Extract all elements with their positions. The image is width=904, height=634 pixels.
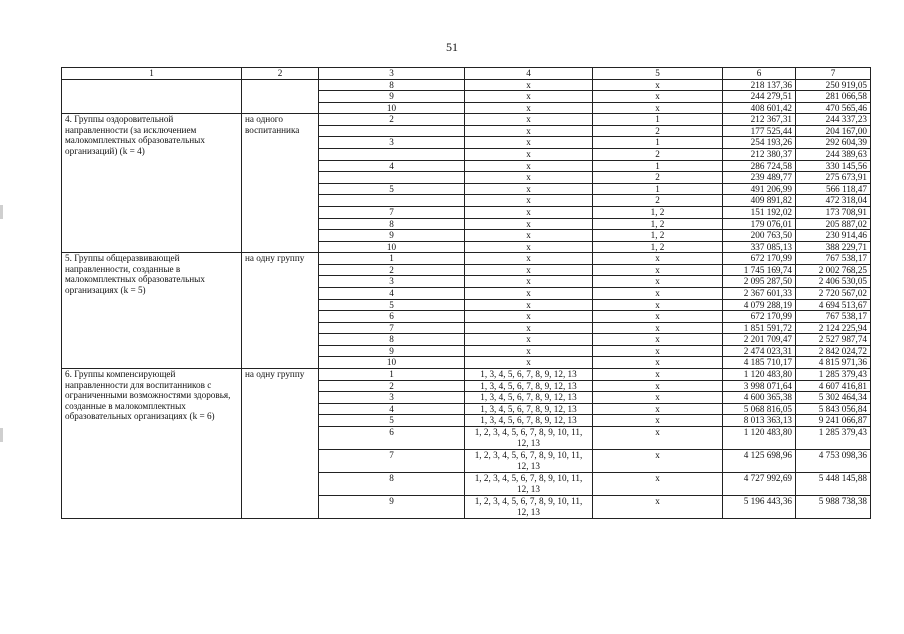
col3-cell: 9 [319,345,465,357]
col5-cell: x [593,91,723,103]
column-header: 2 [242,68,319,80]
col5-cell: 1 [593,160,723,172]
col7-cell: 204 167,00 [796,125,871,137]
col3-cell: 8 [319,472,465,495]
col6-cell: 4 079 288,19 [723,299,796,311]
col3-cell: 8 [319,334,465,346]
col6-cell: 151 192,02 [723,206,796,218]
col4-cell: x [465,195,593,207]
col5-cell: x [593,102,723,114]
col6-cell: 409 891,82 [723,195,796,207]
col7-cell: 2 720 567,02 [796,287,871,299]
col5-cell: x [593,345,723,357]
col7-cell: 173 708,91 [796,206,871,218]
col4-cell: x [465,322,593,334]
col6-cell: 1 745 169,74 [723,264,796,276]
col7-cell: 5 302 464,34 [796,392,871,404]
col7-cell: 230 914,46 [796,230,871,242]
col6-cell: 286 724,58 [723,160,796,172]
col3-cell: 9 [319,495,465,518]
col6-cell: 8 013 363,13 [723,415,796,427]
col3-cell: 3 [319,137,465,149]
col5-cell: x [593,426,723,449]
col5-cell: x [593,449,723,472]
col6-cell: 4 185 710,17 [723,357,796,369]
col4-cell: x [465,230,593,242]
col4-cell: x [465,114,593,126]
col5-cell: 1, 2 [593,241,723,253]
col3-cell: 7 [319,206,465,218]
scan-edge-mark [0,428,3,442]
col3-cell: 1 [319,369,465,381]
col5-cell: x [593,380,723,392]
col3-cell: 4 [319,287,465,299]
column-header: 6 [723,68,796,80]
col5-cell: x [593,253,723,265]
col3-cell: 3 [319,392,465,404]
col5-cell: 1, 2 [593,206,723,218]
col4-cell: 1, 2, 3, 4, 5, 6, 7, 8, 9, 10, 11, 12, 13 [465,472,593,495]
col7-cell: 2 406 530,05 [796,276,871,288]
column-header: 1 [62,68,242,80]
header-row [62,68,871,80]
col6-cell: 672 170,99 [723,311,796,323]
col6-cell: 244 279,51 [723,91,796,103]
col7-cell: 9 241 066,87 [796,415,871,427]
col4-cell: x [465,172,593,184]
col4-cell: 1, 3, 4, 5, 6, 7, 8, 9, 12, 13 [465,369,593,381]
col7-cell: 1 285 379,43 [796,369,871,381]
col5-cell: x [593,322,723,334]
col4-cell: 1, 3, 4, 5, 6, 7, 8, 9, 12, 13 [465,380,593,392]
col3-cell: 3 [319,276,465,288]
col4-cell: 1, 3, 4, 5, 6, 7, 8, 9, 12, 13 [465,403,593,415]
col3-cell: 1 [319,253,465,265]
col6-cell: 2 201 709,47 [723,334,796,346]
col6-cell: 5 068 816,05 [723,403,796,415]
col7-cell: 4 815 971,36 [796,357,871,369]
col4-cell: x [465,149,593,161]
col7-cell: 330 145,56 [796,160,871,172]
col4-cell: x [465,218,593,230]
group-label: 5. Группы общеразвивающей направленности, созданные в малокомплектных образовательных организациях (k = 5) [62,253,242,369]
col7-cell: 1 285 379,43 [796,426,871,449]
col6-cell: 179 076,01 [723,218,796,230]
col7-cell: 388 229,71 [796,241,871,253]
col5-cell: x [593,299,723,311]
col7-cell: 2 842 024,72 [796,345,871,357]
col6-cell: 1 120 483,80 [723,426,796,449]
col5-cell: 2 [593,195,723,207]
col4-cell: x [465,287,593,299]
col7-cell: 4 753 098,36 [796,449,871,472]
col3-cell: 6 [319,426,465,449]
col4-cell: x [465,334,593,346]
col3-cell: 4 [319,160,465,172]
col7-cell: 5 448 145,88 [796,472,871,495]
col5-cell: x [593,403,723,415]
col4-cell: x [465,125,593,137]
col6-cell: 672 170,99 [723,253,796,265]
col3-cell: 8 [319,79,465,91]
col3-cell: 7 [319,449,465,472]
page-number: 51 [446,40,458,54]
col3-cell: 2 [319,380,465,392]
col5-cell: x [593,276,723,288]
col4-cell: 1, 3, 4, 5, 6, 7, 8, 9, 12, 13 [465,392,593,404]
col7-cell: 2 527 987,74 [796,334,871,346]
col4-cell: x [465,345,593,357]
col6-cell: 1 851 591,72 [723,322,796,334]
col7-cell: 205 887,02 [796,218,871,230]
table-row [62,253,871,265]
col6-cell: 337 085,13 [723,241,796,253]
col4-cell: x [465,276,593,288]
col7-cell: 4 607 416,81 [796,380,871,392]
col5-cell: x [593,392,723,404]
col4-cell: x [465,137,593,149]
col6-cell: 491 206,99 [723,183,796,195]
col4-cell: x [465,253,593,265]
col6-cell: 2 095 287,50 [723,276,796,288]
col6-cell: 5 196 443,36 [723,495,796,518]
col3-cell: 2 [319,114,465,126]
col3-cell [319,125,465,137]
col5-cell: x [593,311,723,323]
col5-cell: 1, 2 [593,218,723,230]
col6-cell: 239 489,77 [723,172,796,184]
col5-cell: 2 [593,172,723,184]
col6-cell: 4 600 365,38 [723,392,796,404]
col6-cell: 200 763,50 [723,230,796,242]
column-header: 3 [319,68,465,80]
group-unit: на одну группу [242,253,319,369]
column-header: 5 [593,68,723,80]
col3-cell [319,149,465,161]
col3-cell: 4 [319,403,465,415]
group-label: 6. Группы компенсирующей направленности для воспитанников с ограниченными возможностями здоровья, созданные в малокомплектных образовательных организациях (k = 6) [62,369,242,519]
group-label: 4. Группы оздоровительной направленности (за исключением малокомплектных образовательных организаций) (k = 4) [62,114,242,253]
col4-cell: x [465,264,593,276]
col3-cell: 5 [319,183,465,195]
col6-cell: 4 125 698,96 [723,449,796,472]
col3-cell: 5 [319,299,465,311]
group-unit: на одного воспитанника [242,114,319,253]
col3-cell: 9 [319,91,465,103]
table-row [62,79,871,91]
col6-cell: 177 525,44 [723,125,796,137]
col7-cell: 292 604,39 [796,137,871,149]
col5-cell: 1 [593,114,723,126]
col5-cell: x [593,472,723,495]
col4-cell: x [465,183,593,195]
col6-cell: 3 998 071,64 [723,380,796,392]
col7-cell: 244 337,23 [796,114,871,126]
col6-cell: 4 727 992,69 [723,472,796,495]
col3-cell [319,172,465,184]
col6-cell: 212 367,31 [723,114,796,126]
col7-cell: 566 118,47 [796,183,871,195]
col5-cell: 2 [593,125,723,137]
col6-cell: 218 137,36 [723,79,796,91]
col4-cell: x [465,311,593,323]
group-unit: на одну группу [242,369,319,519]
col3-cell: 6 [319,311,465,323]
col4-cell: x [465,160,593,172]
col5-cell: 1 [593,137,723,149]
col7-cell: 2 002 768,25 [796,264,871,276]
scan-edge-mark [0,205,3,219]
col4-cell: 1, 3, 4, 5, 6, 7, 8, 9, 12, 13 [465,415,593,427]
col7-cell: 472 318,04 [796,195,871,207]
col5-cell: x [593,369,723,381]
col4-cell: 1, 2, 3, 4, 5, 6, 7, 8, 9, 10, 11, 12, 13 [465,495,593,518]
col6-cell: 212 380,37 [723,149,796,161]
col4-cell: x [465,102,593,114]
col3-cell: 9 [319,230,465,242]
col7-cell: 5 988 738,38 [796,495,871,518]
col7-cell: 275 673,91 [796,172,871,184]
col3-cell: 8 [319,218,465,230]
col7-cell: 470 565,46 [796,102,871,114]
col7-cell: 281 066,58 [796,91,871,103]
col3-cell: 10 [319,102,465,114]
table-row [62,369,871,381]
col4-cell: 1, 2, 3, 4, 5, 6, 7, 8, 9, 10, 11, 12, 13 [465,449,593,472]
col5-cell: 2 [593,149,723,161]
col7-cell: 2 124 225,94 [796,322,871,334]
col7-cell: 5 843 056,84 [796,403,871,415]
col4-cell: x [465,299,593,311]
column-header: 7 [796,68,871,80]
col3-cell: 2 [319,264,465,276]
group-unit [242,79,319,114]
col6-cell: 1 120 483,80 [723,369,796,381]
col7-cell: 244 389,63 [796,149,871,161]
col3-cell: 5 [319,415,465,427]
col6-cell: 2 367 601,33 [723,287,796,299]
col4-cell: x [465,357,593,369]
col5-cell: x [593,415,723,427]
data-table [61,67,871,519]
col5-cell: 1 [593,183,723,195]
col5-cell: x [593,287,723,299]
col3-cell [319,195,465,207]
col5-cell: x [593,357,723,369]
table-row [62,114,871,126]
col4-cell: x [465,241,593,253]
col7-cell: 767 538,17 [796,311,871,323]
col7-cell: 767 538,17 [796,253,871,265]
col6-cell: 408 601,42 [723,102,796,114]
col4-cell: x [465,79,593,91]
col5-cell: 1, 2 [593,230,723,242]
col5-cell: x [593,495,723,518]
col4-cell: 1, 2, 3, 4, 5, 6, 7, 8, 9, 10, 11, 12, 13 [465,426,593,449]
col5-cell: x [593,79,723,91]
col6-cell: 2 474 023,31 [723,345,796,357]
col3-cell: 7 [319,322,465,334]
column-header: 4 [465,68,593,80]
col7-cell: 4 694 513,67 [796,299,871,311]
col4-cell: x [465,91,593,103]
col3-cell: 10 [319,357,465,369]
group-label [62,79,242,114]
col5-cell: x [593,264,723,276]
col4-cell: x [465,206,593,218]
col5-cell: x [593,334,723,346]
col3-cell: 10 [319,241,465,253]
col6-cell: 254 193,26 [723,137,796,149]
col7-cell: 250 919,05 [796,79,871,91]
